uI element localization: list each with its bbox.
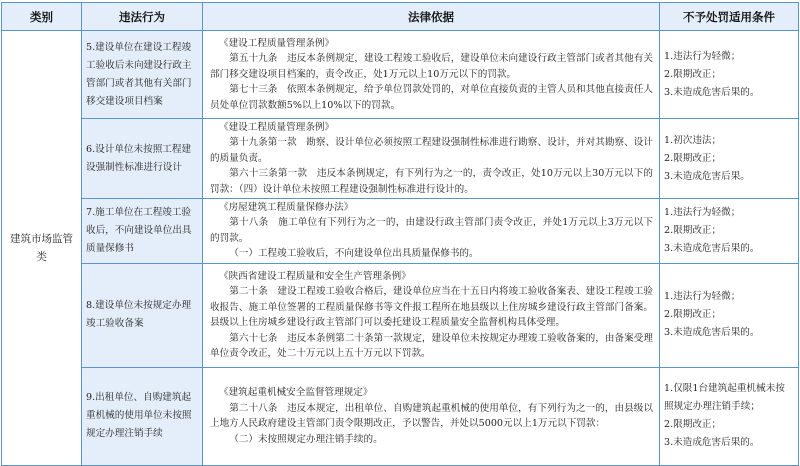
conditions-cell [660, 31, 799, 119]
law-title: 《陕西省建设工程质量和安全生产管理条例》 [219, 270, 411, 282]
header-row [2, 3, 799, 31]
table-row [2, 199, 799, 264]
condition-item: 1.初次违法； [664, 134, 722, 146]
law-article: 第六十七条 违反本条例第二十条第一款规定，建设单位未按规定办理竣工验收备案的，由备案受理单位责令改正，处二十万元以上五十万元以下罚款。 [210, 332, 653, 359]
condition-item: 3.未造成危害后果的。 [664, 242, 760, 254]
condition-item: 2.限期改正； [664, 419, 722, 431]
condition-item: 2.限期改正； [664, 224, 722, 236]
law-title: 《房屋建筑工程质量保修办法》 [219, 202, 354, 214]
table-row [2, 31, 799, 119]
law-article: （一）工程竣工验收后，不向建设单位出具质量保修书的。 [229, 248, 479, 260]
law-article: 第十八条 施工单位有下列行为之一的，由建设行政主管部门责令改正，并处1万元以上3万元以下的罚款。 [210, 217, 653, 244]
law-title: 《建设工程质量管理条例》 [219, 122, 335, 133]
condition-item: 3.未造成危害后果。 [664, 170, 750, 182]
law-article: 第七十三条 依照本条例规定，给予单位罚款处罚的，对单位直接负责的主管人员和其他直接责任人员处单位罚款数额5%以上10%以下的罚款。 [210, 84, 653, 111]
law-article: 第二十条 建设工程竣工验收合格后，建设单位应当在十五日内将竣工验收备案表、建设工程竣工验收报告、施工单位签署的工程质量保修书等文件报工程所在地县级以上住房城乡建设行政主管部门备案。县级以上住房城乡建设行政主管部门可以委托建设工程质量安全监督机构具体受理。 [210, 286, 653, 329]
condition-item: 3.未造成危害后果的。 [664, 327, 760, 339]
violation-cell: 6.设计单位未按照工程建设强制性标准进行设计 [82, 119, 203, 199]
violation-cell: 5.建设单位在建设工程竣工验收后未向建设行政主管部门或者其他有关部门移交建设项目档案 [82, 31, 203, 119]
conditions-cell [660, 263, 799, 367]
violation-cell: 8.建设单位未按规定办理竣工验收备案 [82, 263, 203, 367]
condition-item: 2.限期改正； [664, 309, 722, 321]
header-violation: 违法行为 [82, 3, 203, 31]
table-row [2, 263, 799, 367]
law-article: 第二十八条 违反本规定，出租单位、自购建筑起重机械的使用单位，有下列行为之一的，由县级以上地方人民政府建设主管部门责令限期改正，予以警告，并处以5000元以上1万元以下罚款： [210, 402, 653, 430]
law-title: 《建筑起重机械安全监督管理规定》 [219, 387, 373, 399]
table-row [2, 367, 799, 465]
category-cell: 建筑市场监管类 [2, 31, 82, 466]
condition-item: 1.仅限1台建筑起重机械未按照规定办理注销手续； [664, 383, 785, 413]
penalty-exemption-table [1, 2, 799, 466]
legal-basis-cell [203, 199, 660, 264]
legal-basis-cell [203, 367, 660, 465]
condition-item: 1.违法行为轻微； [664, 206, 741, 218]
legal-basis-cell [203, 263, 660, 367]
violation-cell: 9.出租单位、自购建筑起重机械的使用单位未按照规定办理注销手续 [82, 367, 203, 465]
conditions-cell [660, 119, 799, 199]
condition-item: 1.违法行为轻微； [664, 291, 741, 303]
violation-cell: 7.施工单位在工程竣工验收后，不向建设单位出具质量保修书 [82, 199, 203, 264]
condition-item: 2.限期改正； [664, 152, 722, 164]
condition-item: 3.未造成危害后果的。 [664, 86, 760, 98]
conditions-cell [660, 367, 799, 465]
conditions-cell [660, 199, 799, 264]
header-legal-basis: 法律依据 [203, 3, 660, 31]
table-row [2, 119, 799, 199]
law-title: 《建设工程质量管理条例》 [219, 37, 335, 49]
condition-item: 1.违法行为轻微； [664, 50, 741, 62]
legal-basis-cell [203, 119, 660, 199]
law-article: 第五十九条 违反本条例规定，建设工程竣工验收后，建设单位未向建设行政主管部门或者其他有关部门移交建设项目档案的，责令改正，处1万元以上10万元以下的罚款。 [210, 53, 653, 80]
law-article: （二）未按照规定办理注销手续的。 [229, 433, 383, 445]
law-article: 第六十三条第一款 违反本条例规定，有下列行为之一的，责令改正，处10万元以上30万元以下的罚款：（四）设计单位未按照工程建设强制性标准进行设计的。 [210, 168, 653, 195]
header-category: 类别 [2, 3, 82, 31]
condition-item: 3.未造成危害后果的。 [664, 437, 760, 449]
legal-basis-cell [203, 31, 660, 119]
header-conditions: 不予处罚适用条件 [660, 3, 799, 31]
condition-item: 2.限期改正； [664, 68, 722, 80]
law-article: 第十九条第一款 勘察、设计单位必须按照工程建设强制性标准进行勘察、设计，并对其勘察、设计的质量负责。 [210, 137, 653, 164]
